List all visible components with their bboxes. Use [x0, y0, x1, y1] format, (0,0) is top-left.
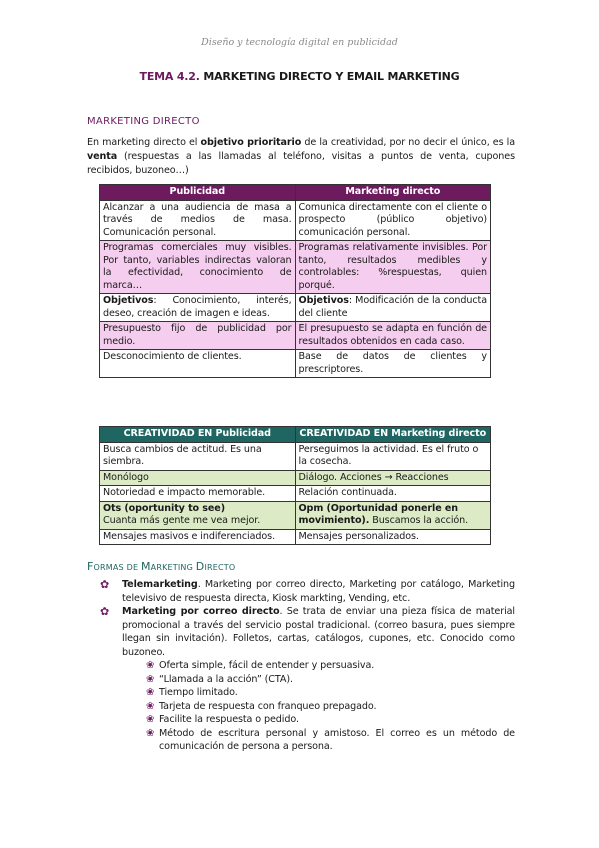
sub-list	[146, 659, 515, 754]
list-item-text: . Marketing por correo directo, Marketing por catálogo, Marketing televisivo de respuesta directa, Kiosk markting, Vending, etc.	[122, 579, 515, 604]
table-header-cell: CREATIVIDAD EN Publicidad	[100, 427, 296, 443]
list-item	[100, 578, 515, 605]
table-cell: Presupuesto fijo de publicidad por medio.	[100, 322, 296, 350]
leaf-bullet-icon: ❀	[146, 673, 155, 685]
intro-paragraph	[87, 136, 515, 178]
table-cell: Diálogo. Acciones → Reacciones	[295, 470, 491, 486]
table-row	[100, 486, 491, 502]
sub-list-text: Tarjeta de respuesta con franqueo prepagado.	[159, 700, 377, 712]
cell-bold-label: Ots (oportunity to see)	[103, 502, 225, 514]
page-header: Diseño y tecnología digital en publicidad	[201, 37, 398, 48]
intro-text-3: (respuestas a las llamadas al teléfono, visitas a puntos de venta, cupones recibidos, buzoneo…)	[87, 151, 515, 176]
table-row	[100, 322, 491, 350]
sub-list-text: “Llamada a la acción” (CTA).	[159, 673, 293, 685]
leaf-bullet-icon: ❀	[146, 727, 155, 739]
table-row	[100, 442, 491, 470]
sub-list-text: Facilite la respuesta o pedido.	[159, 714, 299, 725]
cell-text: : Modificación de la conducta del cliente	[298, 295, 487, 319]
table-cell	[100, 501, 296, 529]
cell-text: : Conocimiento, interés, deseo, creación de imagen e ideas.	[103, 295, 292, 319]
sub-list-item	[146, 727, 515, 754]
table-cell: Notoriedad e impacto memorable.	[100, 486, 296, 502]
intro-text-2: de la creatividad, por no decir el único, es la	[301, 137, 516, 148]
table-cell	[295, 294, 490, 322]
cell-bold-label: Opm (Oportunidad ponerle en movimiento).	[298, 502, 458, 526]
table-cell: Base de datos de clientes y prescriptores.	[295, 350, 490, 378]
table-cell: Desconocimiento de clientes.	[100, 350, 296, 378]
sub-list-item	[146, 713, 515, 727]
smallcaps-initial: F	[87, 560, 94, 573]
list-item-text: . Se trata de enviar una pieza física de material promocional a través del servicio postal tradicional. (correo basura, pues siempre llegan sin invitación). Folletos, cartas, catálogos, cupones, etc. Conocido como buzoneo.	[122, 606, 515, 658]
document-title	[0, 70, 599, 83]
cell-text: Cuanta más gente me vea mejor.	[103, 515, 261, 526]
smallcaps-rest: IRECTO	[204, 563, 236, 572]
table-cell: Programas relativamente invisibles. Por tanto, resultados medibles y controlables: %respuestas, quien porqué.	[295, 241, 490, 294]
table-cell: Busca cambios de actitud. Es una siembra.	[100, 442, 296, 470]
table-cell: Relación continuada.	[295, 486, 491, 502]
list-item-title: Marketing por correo directo	[122, 606, 280, 617]
table-cell: Alcanzar a una audiencia de masa a través de medios de masa. Comunicación personal.	[100, 200, 296, 241]
table-header-cell: Publicidad	[100, 185, 296, 201]
table-cell	[295, 501, 491, 529]
table-cell: Perseguimos la actividad. Es el fruto o la cosecha.	[295, 442, 491, 470]
table-row	[100, 470, 491, 486]
table-row	[100, 241, 491, 294]
sub-list-item	[146, 673, 515, 687]
table-row	[100, 529, 491, 545]
list-item	[100, 605, 515, 754]
list-item-title: Telemarketing	[122, 579, 198, 590]
intro-text-1: En marketing directo el	[87, 137, 201, 148]
comparison-table-publicidad-vs-marketing	[99, 184, 491, 378]
table-cell: Mensajes masivos e indiferenciados.	[100, 529, 296, 545]
table-header-cell: Marketing directo	[295, 185, 490, 201]
leaf-bullet-icon: ❀	[146, 660, 155, 671]
table-header-row	[100, 185, 491, 201]
comparison-table-creatividad	[99, 426, 491, 545]
cell-bold-label: Objetivos	[298, 295, 349, 306]
table-cell	[100, 294, 296, 322]
table-cell: Monólogo	[100, 470, 296, 486]
smallcaps-rest: ARKETING	[150, 563, 196, 572]
cell-bold-label: Objetivos	[103, 295, 154, 306]
flower-bullet-icon: ✿	[100, 605, 110, 618]
table-cell: Programas comerciales muy visibles. Por tanto, variables indirectas valoran la efectividad, conocimiento de marca…	[100, 241, 296, 294]
smallcaps-rest: ORMAS DE	[93, 563, 141, 572]
leaf-bullet-icon: ❀	[146, 687, 155, 698]
leaf-bullet-icon: ❀	[146, 714, 155, 725]
table-cell: Mensajes personalizados.	[295, 529, 491, 545]
flower-bullet-icon: ✿	[100, 578, 110, 591]
table-row	[100, 200, 491, 241]
sub-list-text: Oferta simple, fácil de entender y persuasiva.	[159, 660, 375, 671]
sub-list-item	[146, 686, 515, 700]
intro-bold-objetivo: objetivo prioritario	[200, 137, 302, 148]
table-row	[100, 294, 491, 322]
section-heading-formas	[87, 560, 235, 573]
intro-bold-venta: venta	[87, 151, 118, 162]
section-heading-marketing-directo: MARKETING DIRECTO	[87, 116, 200, 127]
table-header-cell: CREATIVIDAD EN Marketing directo	[295, 427, 491, 443]
leaf-bullet-icon: ❀	[146, 700, 155, 712]
title-number: TEMA 4.2.	[139, 70, 200, 83]
smallcaps-initial: D	[195, 560, 205, 573]
table-header-row	[100, 427, 491, 443]
sub-list-text: Método de escritura personal y amistoso. El correo es un método de comunicación de persona a persona.	[159, 727, 515, 752]
table-cell: Comunica directamente con el cliente o prospecto (público objetivo) comunicación personal.	[295, 200, 490, 241]
title-text: MARKETING DIRECTO Y EMAIL MARKETING	[203, 70, 460, 83]
table-row	[100, 501, 491, 529]
cell-text: Buscamos la acción.	[369, 515, 469, 526]
table-cell: El presupuesto se adapta en función de resultados obtenidos en cada caso.	[295, 322, 490, 350]
formas-list	[100, 578, 515, 754]
sub-list-item	[146, 700, 515, 714]
sub-list-text: Tiempo limitado.	[159, 687, 238, 698]
smallcaps-initial: M	[140, 560, 151, 573]
table-row	[100, 350, 491, 378]
sub-list-item	[146, 659, 515, 673]
